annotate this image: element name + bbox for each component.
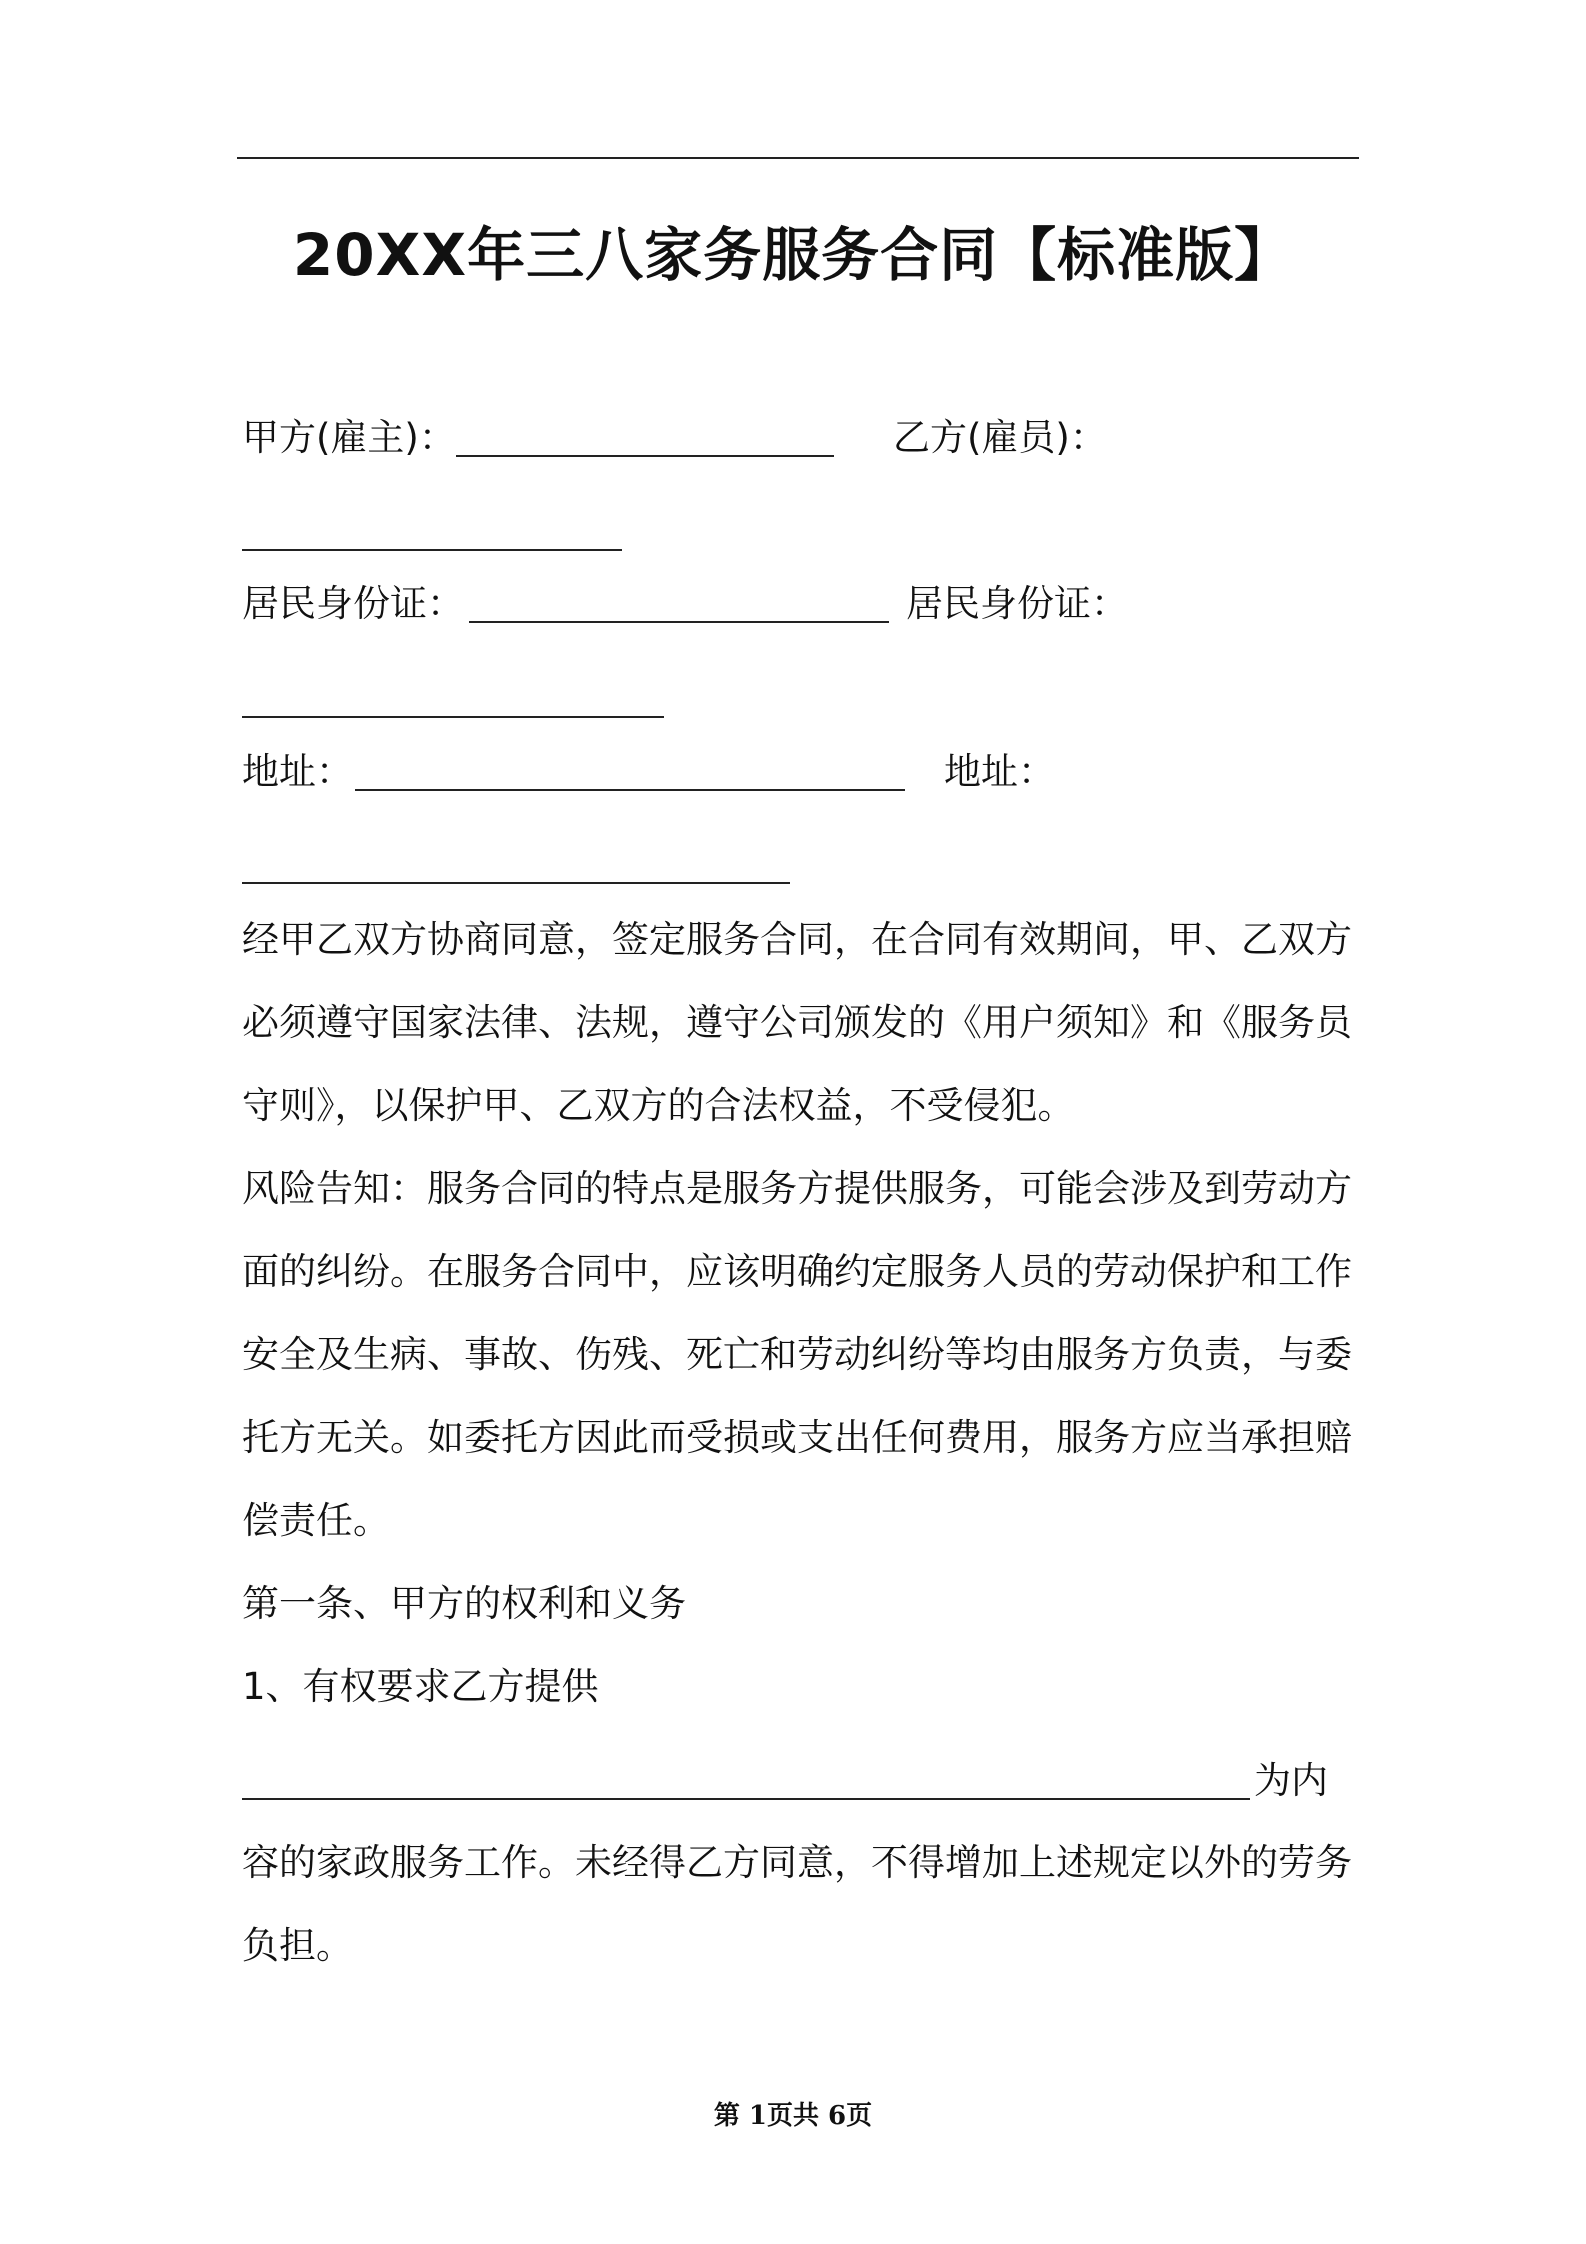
id-b-label: 居民身份证： <box>906 582 1128 625</box>
clause-line: 负担。 <box>242 1924 353 1967</box>
clause-blank <box>242 1798 1250 1800</box>
article-heading: 第一条、甲方的权利和义务 <box>242 1582 686 1625</box>
document-title: 20XX年三八家务服务合同【标准版】 <box>292 221 1294 289</box>
header-rule <box>237 157 1359 159</box>
clause-label: 1、有权要求乙方提供 <box>242 1665 599 1708</box>
intro-line: 必须遵守国家法律、法规，遵守公司颁发的《用户须知》和《服务员 <box>242 1001 1352 1044</box>
risk-line: 托方无关。如委托方因此而受损或支出任何费用，服务方应当承担赔 <box>242 1416 1352 1459</box>
clause-line: 容的家政服务工作。未经得乙方同意，不得增加上述规定以外的劳务 <box>242 1841 1352 1884</box>
address-b-label: 地址： <box>944 750 1055 793</box>
intro-line: 守则》，以保护甲、乙双方的合法权益，不受侵犯。 <box>242 1084 1075 1127</box>
address-b-blank <box>242 882 790 884</box>
party-b-blank <box>242 549 622 551</box>
address-a-label: 地址： <box>242 750 353 793</box>
clause-suffix: 为内 <box>1254 1759 1328 1802</box>
risk-line: 安全及生病、事故、伤残、死亡和劳动纠纷等均由服务方负责，与委 <box>242 1333 1352 1376</box>
risk-line: 偿责任。 <box>242 1499 390 1542</box>
page-indicator: 第 1页共 6页 <box>713 2101 873 2131</box>
intro-line: 经甲乙双方协商同意，签定服务合同，在合同有效期间，甲、乙双方 <box>242 918 1352 961</box>
id-a-blank <box>469 621 889 623</box>
party-b-label: 乙方(雇员)： <box>893 416 1107 459</box>
risk-line: 风险告知：服务合同的特点是服务方提供服务，可能会涉及到劳动方 <box>242 1167 1352 1210</box>
party-a-label: 甲方(雇主)： <box>242 416 456 459</box>
id-b-blank <box>242 716 664 718</box>
party-a-blank <box>456 455 834 457</box>
id-a-label: 居民身份证： <box>242 582 464 625</box>
risk-line: 面的纠纷。在服务合同中，应该明确约定服务人员的劳动保护和工作 <box>242 1250 1352 1293</box>
address-a-blank <box>355 789 905 791</box>
